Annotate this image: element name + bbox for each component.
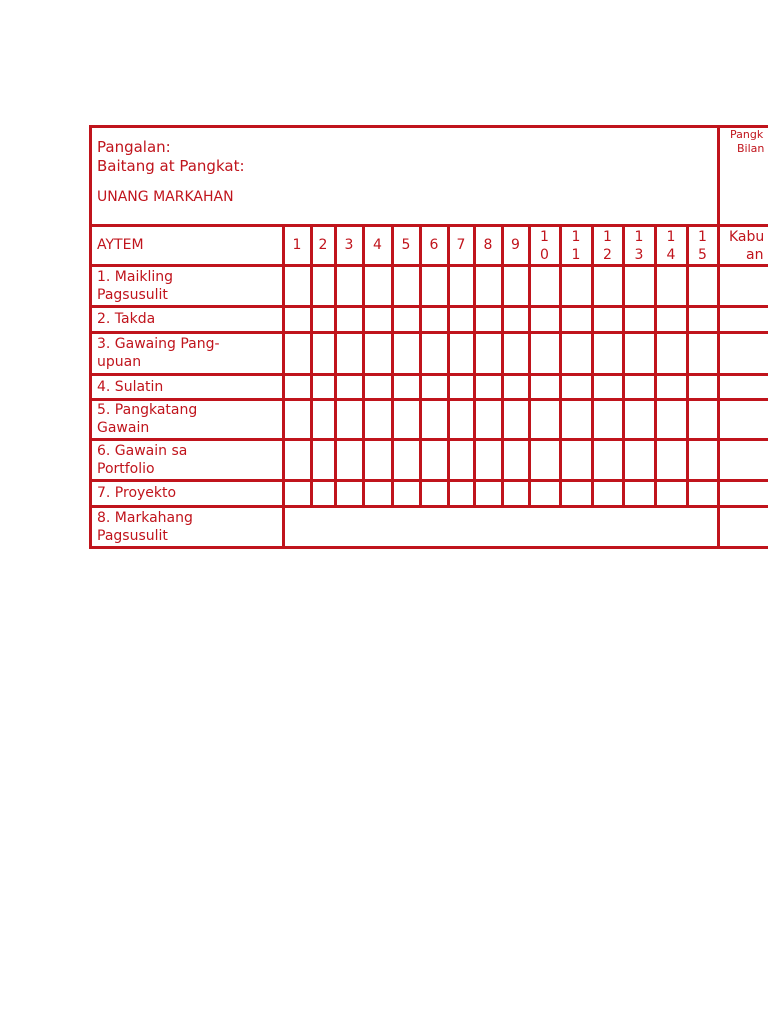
- table-hline-3: [90, 305, 768, 308]
- column-header-14-part2: 4: [666, 247, 676, 263]
- column-header-10-part1: 1: [540, 229, 549, 245]
- row-label-5-line1: 5. Pangkatang: [97, 402, 198, 418]
- column-header-1: 1: [292, 237, 302, 253]
- table-hline-2: [90, 264, 768, 267]
- score-column-divider-4: [391, 224, 394, 508]
- score-column-divider-12: [622, 224, 625, 508]
- column-header-5: 5: [401, 237, 411, 253]
- score-column-divider-10: [559, 224, 562, 508]
- column-header-11-part2: 1: [571, 247, 581, 263]
- item-column-divider: [282, 224, 285, 549]
- column-header-9: 9: [511, 237, 520, 253]
- row-label-8-line1: 8. Markahang: [97, 509, 193, 526]
- table-hline-7: [90, 438, 768, 441]
- row-label-6-line1: 6. Gawain sa: [97, 442, 188, 459]
- table-hline-5: [90, 373, 768, 376]
- name-label: Pangalan:: [97, 138, 171, 156]
- row-label-1-line2: Pagsusulit: [97, 286, 168, 303]
- row-label-5-line2: Gawain: [97, 420, 150, 436]
- right-header-line2: Bilan: [737, 142, 765, 155]
- score-column-divider-2: [334, 224, 337, 508]
- score-column-divider-5: [419, 224, 422, 508]
- table-hline-10: [90, 546, 768, 549]
- column-header-12-part2: 2: [603, 247, 612, 263]
- column-header-12-part1: 1: [603, 229, 612, 245]
- column-header-13-part1: 1: [634, 229, 644, 245]
- grade-section-label: Baitang at Pangkat:: [97, 157, 245, 175]
- table-hline-8: [90, 479, 768, 482]
- row-label-4: 4. Sulatin: [97, 378, 164, 395]
- score-column-divider-1: [310, 224, 313, 508]
- column-header-8: 8: [483, 237, 493, 253]
- column-header-7: 7: [456, 237, 466, 253]
- row-label-3-line1: 3. Gawaing Pang-: [97, 336, 220, 352]
- column-header-15-part1: 1: [698, 229, 707, 245]
- row-label-7: 7. Proyekto: [97, 485, 177, 501]
- column-header-3: 3: [344, 237, 354, 253]
- table-hline-0: [90, 125, 768, 128]
- row-label-8-line2: Pagsusulit: [97, 527, 168, 544]
- right-header-line1: Pangk: [730, 128, 764, 141]
- score-column-divider-3: [362, 224, 365, 508]
- column-header-2: 2: [318, 237, 328, 253]
- row-label-2: 2. Takda: [97, 311, 156, 327]
- score-column-divider-7: [473, 224, 476, 508]
- column-header-14-part1: 1: [666, 229, 676, 245]
- column-header-13-part2: 3: [634, 247, 644, 263]
- total-header-line1: Kabu: [729, 229, 765, 245]
- table-divider-right: [717, 125, 720, 549]
- score-column-divider-8: [501, 224, 504, 508]
- row-label-3-line2: upuan: [97, 354, 142, 370]
- row-label-1-line1: 1. Maikling: [97, 268, 174, 285]
- total-header-line2: an: [746, 247, 764, 263]
- item-column-header: AYTEM: [97, 237, 144, 253]
- score-column-divider-9: [528, 224, 531, 508]
- score-column-divider-11: [591, 224, 594, 508]
- quarter-label: UNANG MARKAHAN: [97, 189, 234, 205]
- score-column-divider-14: [686, 224, 689, 508]
- table-hline-4: [90, 331, 768, 334]
- table-border-left: [89, 125, 92, 549]
- column-header-15-part2: 5: [698, 247, 707, 263]
- column-header-11-part1: 1: [571, 229, 581, 245]
- column-header-10-part2: 0: [540, 247, 549, 263]
- column-header-6: 6: [429, 237, 439, 253]
- score-column-divider-13: [654, 224, 657, 508]
- column-header-4: 4: [373, 237, 382, 253]
- score-column-divider-6: [447, 224, 450, 508]
- table-hline-1: [90, 224, 768, 227]
- row-label-6-line2: Portfolio: [97, 460, 155, 477]
